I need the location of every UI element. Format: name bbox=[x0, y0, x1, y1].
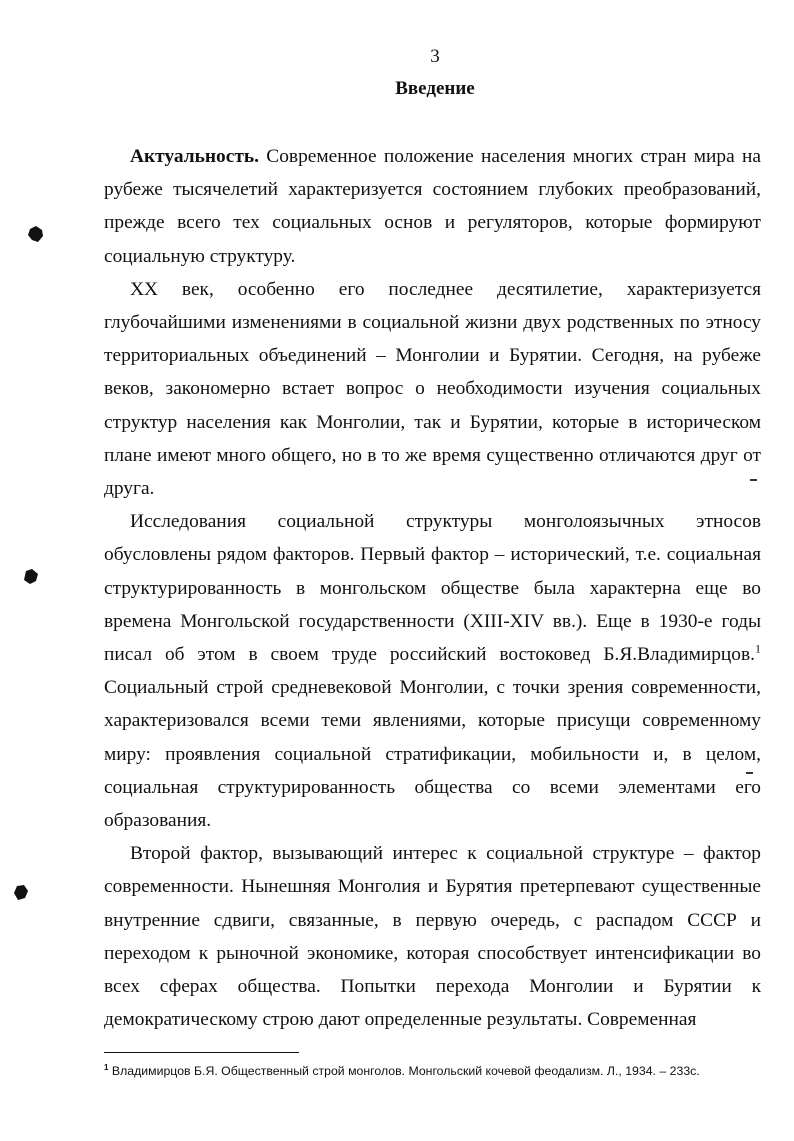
footnote-number: 1 bbox=[104, 1063, 109, 1072]
footnote-divider bbox=[104, 1052, 299, 1053]
paragraph-first-factor bbox=[104, 505, 761, 837]
paragraph-text: Социальный строй средневековой Монголии, с точки зрения современности, характеризовался всеми теми явлениями, которые присущи современному миру: проявления социальной стратификации, мобильности и, в целом, социальная структурированность общества со всеми элементами его образования. bbox=[104, 677, 761, 832]
footnote-reference[interactable]: 1 bbox=[755, 641, 761, 656]
paragraph-text: XX век, особенно его последнее десятилетие, характеризуется глубочайшими изменениями в социальной жизни двух родственных по этносу территориальных объединений – Монголии и Бурятии. Сегодня, на рубеже веков, закономерно встает вопрос о необходимости изучения социальных структур населения как Монголии, так и Бурятии, которые в историческом плане имеют много общего, но в то же время существенно отличаются друг от друга. bbox=[104, 278, 761, 500]
page-number: 3 bbox=[430, 46, 440, 67]
section-heading: Введение bbox=[395, 78, 475, 99]
paragraph-text: Второй фактор, вызывающий интерес к социальной структуре – фактор современности. Нынешняя Монголия и Бурятия претерпевают существенные внутренние сдвиги, связанные, в первую очередь, с распадом СССР и переходом к рыночной экономике, которая способствует интенсификации во всех сферах общества. Попытки перехода Монголии и Бурятии к демократическому строю дают определенные результаты. Современная bbox=[104, 843, 761, 1031]
binding-hole-mark bbox=[27, 225, 45, 243]
paragraph-relevance bbox=[104, 140, 761, 273]
footnote-text: Владимирцов Б.Я. Общественный строй монголов. Монгольский кочевой феодализм. Л., 1934. – 233с. bbox=[108, 1064, 700, 1079]
paragraph-text: Исследования социальной структуры монголоязычных этносов обусловлены рядом факторов. Первый фактор – исторический, т.е. социальная структурированность в монгольском обществе была характерна еще во времена Монгольской государственности (XIII-XIV вв.). Еще в 1930-е годы писал об этом в своем труде российский востоковед Б.Я.Владимирцов. bbox=[104, 511, 761, 666]
paragraph-text: Современное положение населения многих стран мира на рубеже тысячелетий характеризуется состоянием глубоких преобразований, прежде всего тех социальных основ и регуляторов, которые формируют социальную структуру. bbox=[104, 146, 761, 267]
paragraph-lead: Актуальность. bbox=[130, 146, 259, 167]
binding-hole-mark bbox=[22, 568, 40, 586]
body-text bbox=[104, 140, 761, 1036]
footnote bbox=[104, 1063, 761, 1078]
paragraph-second-factor bbox=[104, 837, 761, 1036]
paragraph-twentieth-century bbox=[104, 273, 761, 505]
binding-hole-mark bbox=[12, 884, 30, 902]
